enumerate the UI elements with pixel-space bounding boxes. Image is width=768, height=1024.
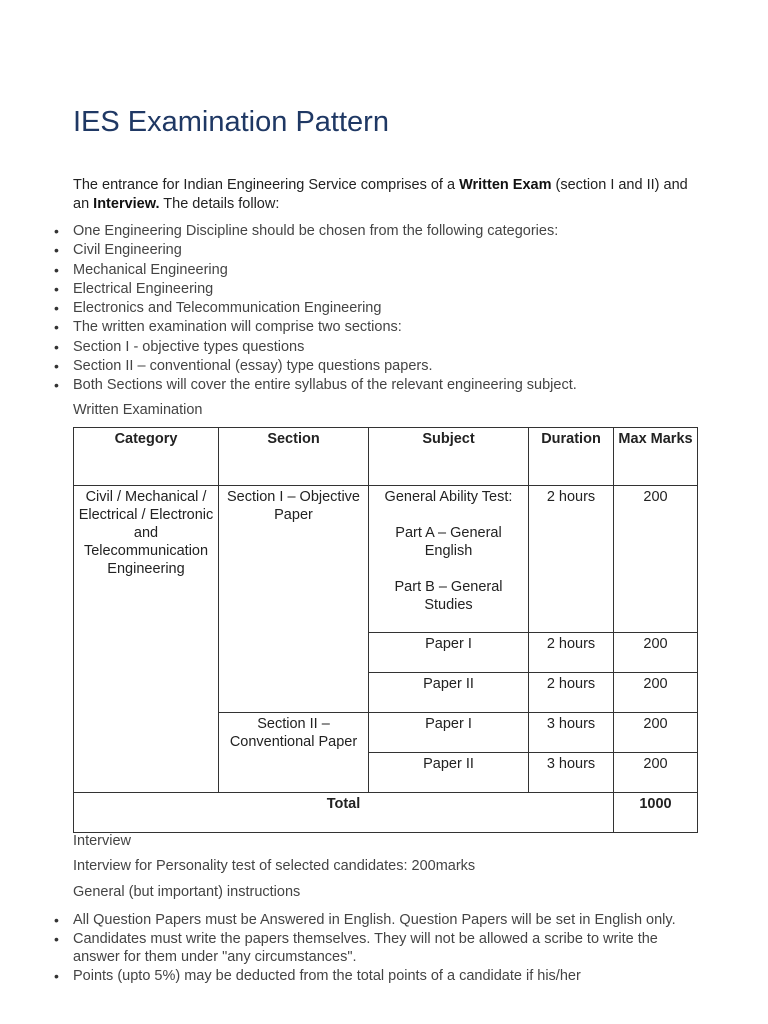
header-max-marks: Max Marks (614, 428, 698, 486)
intro-text-2: (section I and II) and an (73, 177, 688, 212)
interview-text: Interview for Personality test of selected candidates: 200marks (73, 858, 476, 874)
header-subject: Subject (369, 428, 529, 486)
header-duration: Duration (529, 428, 614, 486)
marks-cell: 200 (614, 673, 698, 713)
list-item: • Candidates must write the papers themselves. They will not be allowed a scribe to write the answer for them under "any circumstances". (0, 930, 700, 966)
marks-cell: 200 (614, 713, 698, 753)
subject-cell: Paper I (369, 713, 529, 753)
list-item: • Electrical Engineering (0, 280, 577, 299)
list-item: • Both Sections will cover the entire syllabus of the relevant engineering subject. (0, 376, 577, 395)
list-item: • Mechanical Engineering (0, 261, 577, 280)
list-item: • Civil Engineering (0, 241, 577, 260)
list-item: • Section I - objective types questions (0, 338, 577, 357)
duration-cell: 3 hours (529, 713, 614, 753)
table-header-row (74, 428, 698, 486)
list-item: • Section II – conventional (essay) type questions papers. (0, 357, 577, 376)
category-cell: Civil / Mechanical / Electrical / Electronic and Telecommunication Engineering (74, 486, 219, 793)
list-item: • Points (upto 5%) may be deducted from the total points of a candidate if his/her (0, 967, 700, 985)
section-cell: Section I – Objective Paper (219, 486, 369, 713)
marks-cell: 200 (614, 633, 698, 673)
duration-cell: 3 hours (529, 753, 614, 793)
duration-cell: 2 hours (529, 486, 614, 633)
discipline-bullet-list (0, 222, 577, 395)
list-item: • Electronics and Telecommunication Engineering (0, 299, 577, 318)
subject-line: Part B – General Studies (394, 579, 503, 613)
list-item: • The written examination will comprise two sections: (0, 318, 577, 337)
total-label: Total (74, 793, 614, 833)
duration-cell: 2 hours (529, 633, 614, 673)
subject-cell: Paper II (369, 753, 529, 793)
written-examination-label: Written Examination (73, 402, 203, 418)
table-row (74, 486, 698, 633)
section-cell: Section II – Conventional Paper (219, 713, 369, 793)
marks-cell: 200 (614, 486, 698, 633)
intro-text-3: The details follow: (159, 196, 280, 212)
header-section: Section (219, 428, 369, 486)
subject-line: Part A – General English (395, 525, 502, 559)
exam-pattern-table (73, 427, 698, 833)
instructions-bullet-list (0, 911, 700, 986)
intro-interview: Interview. (93, 196, 160, 212)
list-item: • All Question Papers must be Answered in English. Question Papers will be set in English only. (0, 911, 700, 929)
total-value: 1000 (614, 793, 698, 833)
intro-written-exam: Written Exam (459, 177, 552, 193)
table-total-row (74, 793, 698, 833)
interview-label: Interview (73, 833, 132, 849)
intro-paragraph (73, 176, 693, 214)
subject-line: General Ability Test: (384, 489, 513, 505)
instructions-label: General (but important) instructions (73, 884, 301, 900)
subject-cell: Paper I (369, 633, 529, 673)
header-category: Category (74, 428, 219, 486)
intro-text-1: The entrance for Indian Engineering Service comprises of a (73, 177, 460, 193)
subject-cell: Paper II (369, 673, 529, 713)
list-item: • One Engineering Discipline should be chosen from the following categories: (0, 222, 577, 241)
page-title: IES Examination Pattern (73, 106, 389, 138)
duration-cell: 2 hours (529, 673, 614, 713)
marks-cell: 200 (614, 753, 698, 793)
subject-cell (369, 486, 529, 633)
